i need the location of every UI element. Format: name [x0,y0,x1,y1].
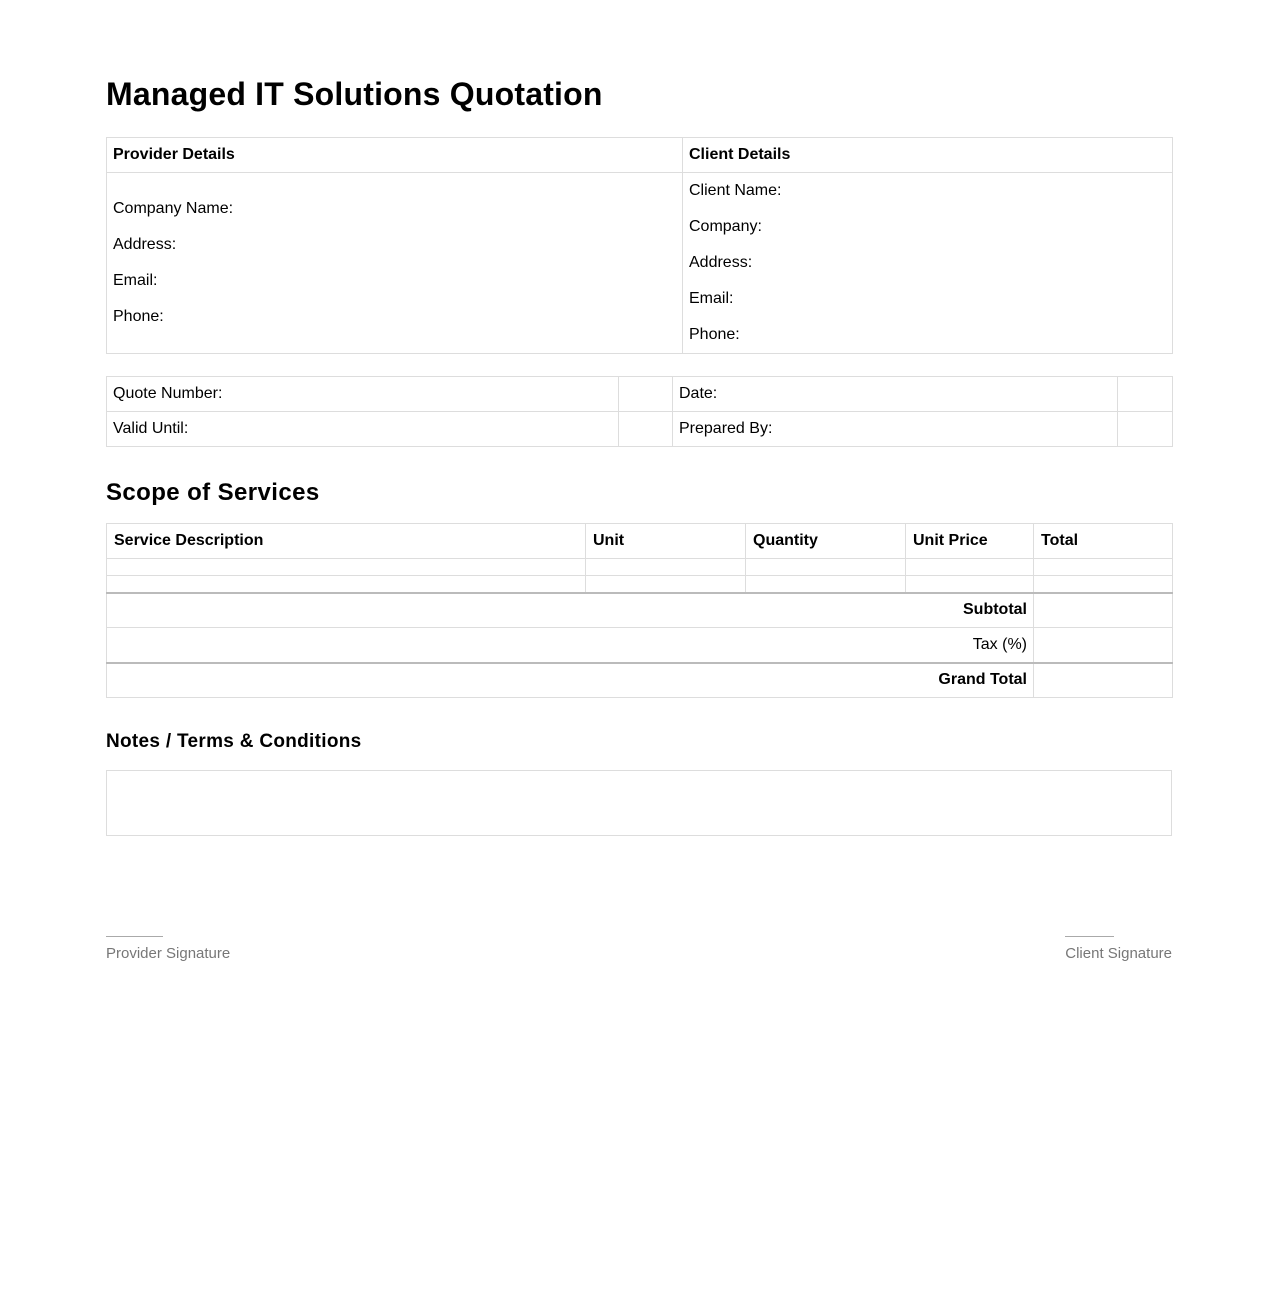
provider-email-field[interactable]: Email: [113,272,158,289]
quote-number-value[interactable] [619,377,673,412]
prepared-by-value[interactable] [1118,412,1173,447]
notes-terms-box[interactable] [106,770,1172,836]
grand-total-value[interactable] [1034,663,1173,698]
quantity-cell[interactable] [746,559,906,576]
provider-signature-label: Provider Signature [106,945,231,962]
client-name-field[interactable]: Client Name: [689,182,782,199]
subtotal-row [107,593,1173,628]
service-description-cell[interactable] [107,576,586,593]
provider-phone-field[interactable]: Phone: [113,308,164,325]
unit-price-cell[interactable] [906,559,1034,576]
client-signature-block [1065,936,1172,962]
column-header-unit-price: Unit Price [906,524,1034,559]
provider-company-name-field[interactable]: Company Name: [113,200,234,217]
subtotal-label: Subtotal [107,593,1034,628]
column-header-unit: Unit [586,524,746,559]
unit-price-cell[interactable] [906,576,1034,593]
client-signature-label: Client Signature [1065,945,1172,962]
quote-number-label: Quote Number: [107,377,619,412]
tax-row [107,628,1173,663]
date-label: Date: [673,377,1118,412]
column-header-quantity: Quantity [746,524,906,559]
tax-label: Tax (%) [107,628,1034,663]
services-table [106,523,1173,698]
client-details-heading: Client Details [683,138,1173,173]
unit-cell[interactable] [586,576,746,593]
tax-value[interactable] [1034,628,1173,663]
grand-total-label: Grand Total [107,663,1034,698]
document-title: Managed IT Solutions Quotation [106,76,603,112]
client-signature-line[interactable] [1065,936,1114,937]
table-row [107,576,1173,593]
unit-cell[interactable] [586,559,746,576]
provider-address-field[interactable]: Address: [113,236,177,253]
provider-signature-block [106,936,230,962]
client-email-field[interactable]: Email: [689,290,734,307]
valid-until-label: Valid Until: [107,412,619,447]
quantity-cell[interactable] [746,576,906,593]
total-cell[interactable] [1034,559,1173,576]
total-cell[interactable] [1034,576,1173,593]
client-company-field[interactable]: Company: [689,218,762,235]
client-phone-field[interactable]: Phone: [689,326,740,343]
meta-row [107,412,1173,447]
date-value[interactable] [1118,377,1173,412]
valid-until-value[interactable] [619,412,673,447]
table-row [107,559,1173,576]
provider-signature-line[interactable] [106,936,163,937]
parties-table [106,137,1173,354]
scope-of-services-heading: Scope of Services [106,479,320,506]
service-description-cell[interactable] [107,559,586,576]
column-header-total: Total [1034,524,1173,559]
prepared-by-label: Prepared By: [673,412,1118,447]
column-header-service-description: Service Description [107,524,586,559]
client-address-field[interactable]: Address: [689,254,753,271]
subtotal-value[interactable] [1034,593,1173,628]
provider-details-cell[interactable] [107,173,683,354]
grand-total-row [107,663,1173,698]
provider-details-heading: Provider Details [107,138,683,173]
client-details-cell[interactable] [683,173,1173,354]
meta-row [107,377,1173,412]
quote-meta-table [106,376,1173,447]
services-header-row [107,524,1173,559]
notes-terms-heading: Notes / Terms & Conditions [106,731,362,752]
